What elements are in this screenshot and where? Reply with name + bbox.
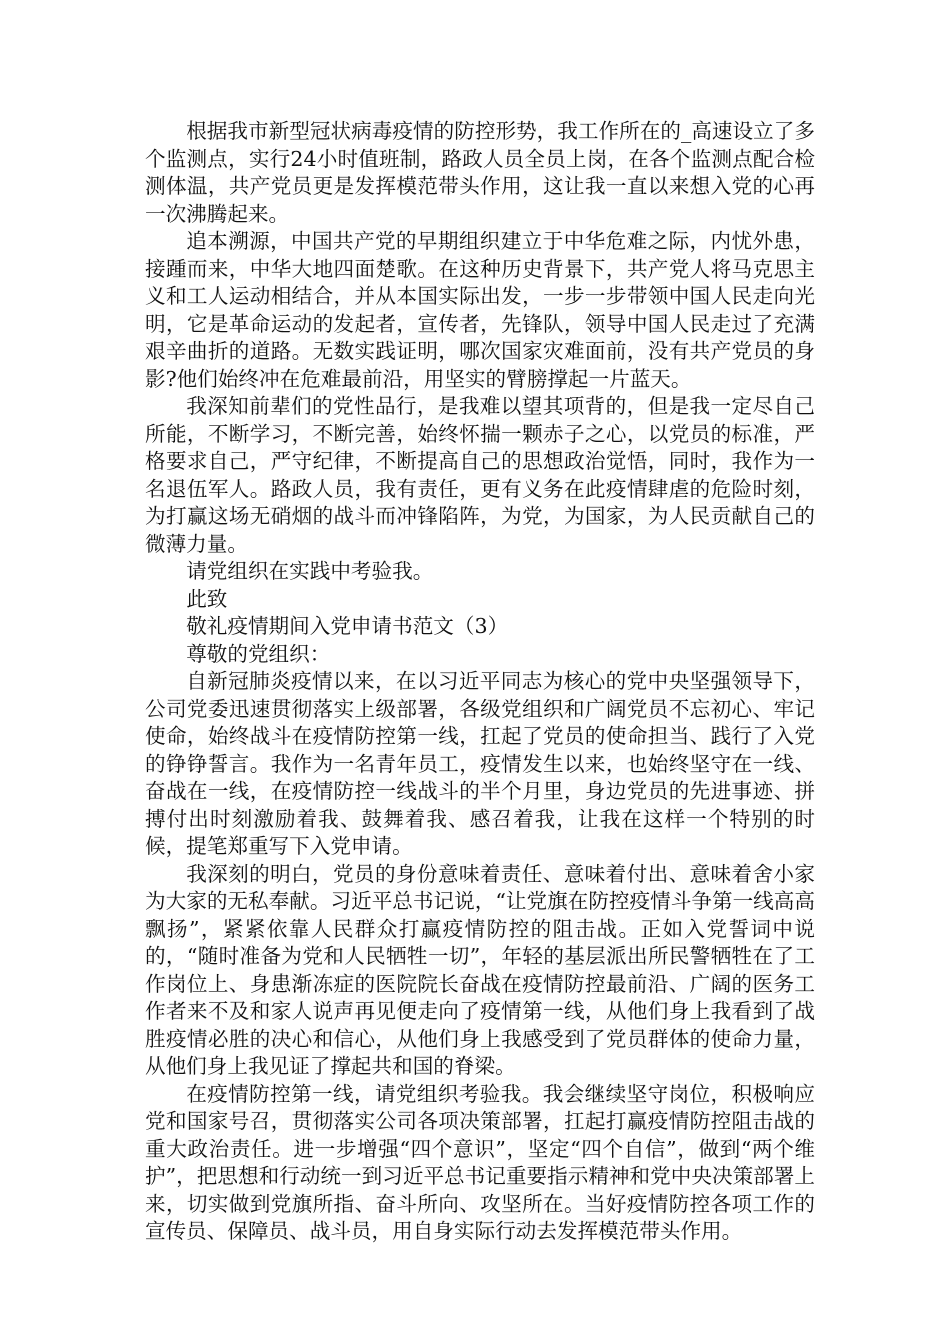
paragraph: 在疫情防控第一线，请党组织考验我。我会继续坚守岗位，积极响应党和国家号召，贯彻落实公司各项决策部署，扛起打赢疫情防控阻击战的重大政治责任。进一步增强“四个意识”，坚定“四个自信”，做到“两个维护”，把思想和行动统一到习近平总书记重要指示精神和党中央决策部署上来，切实做到党旗所指、奋斗所向、攻坚所在。当好疫情防控各项工作的宣传员、保障员、战斗员，用自身实际行动去发挥模范带头作用。 <box>145 1081 815 1243</box>
paragraph: 自新冠肺炎疫情以来，在以习近平同志为核心的党中央坚强领导下，公司党委迅速贯彻落实上级部署，各级党组织和广阔党员不忘初心、牢记使命，始终战斗在疫情防控第一线，扛起了党员的使命担当、践行了入党的铮铮誓言。我作为一名青年员工，疫情发生以来，也始终坚守在一线、奋战在一线，在疫情防控一线战斗的半个月里，身边党员的先进事迹、拼搏付出时刻激励着我、鼓舞着我、感召着我，让我在这样一个特别的时候，提笔郑重写下入党申请。 <box>145 669 815 858</box>
paragraph: 我深刻的明白，党员的身份意味着责任、意味着付出、意味着舍小家为大家的无私奉献。习近平总书记说，“让党旗在防控疫情斗争第一线高高飘扬”，紧紧依靠人民群众打赢疫情防控的阻击战。正如入党誓词中说的，“随时准备为党和人民牺牲一切”，年轻的基层派出所民警牺牲在了工作岗位上、身患渐冻症的医院院长奋战在疫情防控最前沿、广阔的医务工作者来不及和家人说声再见便走向了疫情第一线，从他们身上我看到了战胜疫情必胜的决心和信心，从他们身上我感受到了党员群体的使命力量，从他们身上我见证了撑起共和国的脊梁。 <box>145 861 815 1078</box>
paragraph: 追本溯源，中国共产党的早期组织建立于中华危难之际，内忧外患，接踵而来，中华大地四面楚歌。在这种历史背景下，共产党人将马克思主义和工人运动相结合，并从本国实际出发，一步一步带领中国人民走向光明，它是革命运动的发起者，宣传者，先锋队，领导中国人民走过了充满艰辛曲折的道路。无数实践证明，哪次国家灾难面前，没有共产党员的身影?他们始终冲在危难最前沿，用坚实的臂膀撑起一片蓝天。 <box>145 229 815 391</box>
section-title: 敬礼疫情期间入党申请书范文（3） <box>186 614 509 638</box>
document-body <box>145 118 815 1246</box>
paragraph: 根据我市新型冠状病毒疫情的防控形势，我工作所在的_高速设立了多个监测点，实行24小时值班制，路政人员全员上岗，在各个监测点配合检测体温，共产党员更是发挥模范带头作用，这让我一直以来想入党的心再一次沸腾起来。 <box>145 119 815 226</box>
salutation-close: 此致 <box>186 586 228 611</box>
closing-request: 请党组织在实践中考验我。 <box>186 559 434 583</box>
greeting: 尊敬的党组织： <box>186 641 331 666</box>
paragraph: 我深知前辈们的党性品行，是我难以望其项背的，但是我一定尽自己所能，不断学习，不断完善，始终怀揣一颗赤子之心，以党员的标准，严格要求自己，严守纪律，不断提高自己的思想政治觉悟，同时，我作为一名退伍军人。路政人员，我有责任，更有义务在此疫情肆虐的危险时刻，为打赢这场无硝烟的战斗而冲锋陷阵，为党，为国家，为人民贡献自己的微薄力量。 <box>145 394 815 556</box>
